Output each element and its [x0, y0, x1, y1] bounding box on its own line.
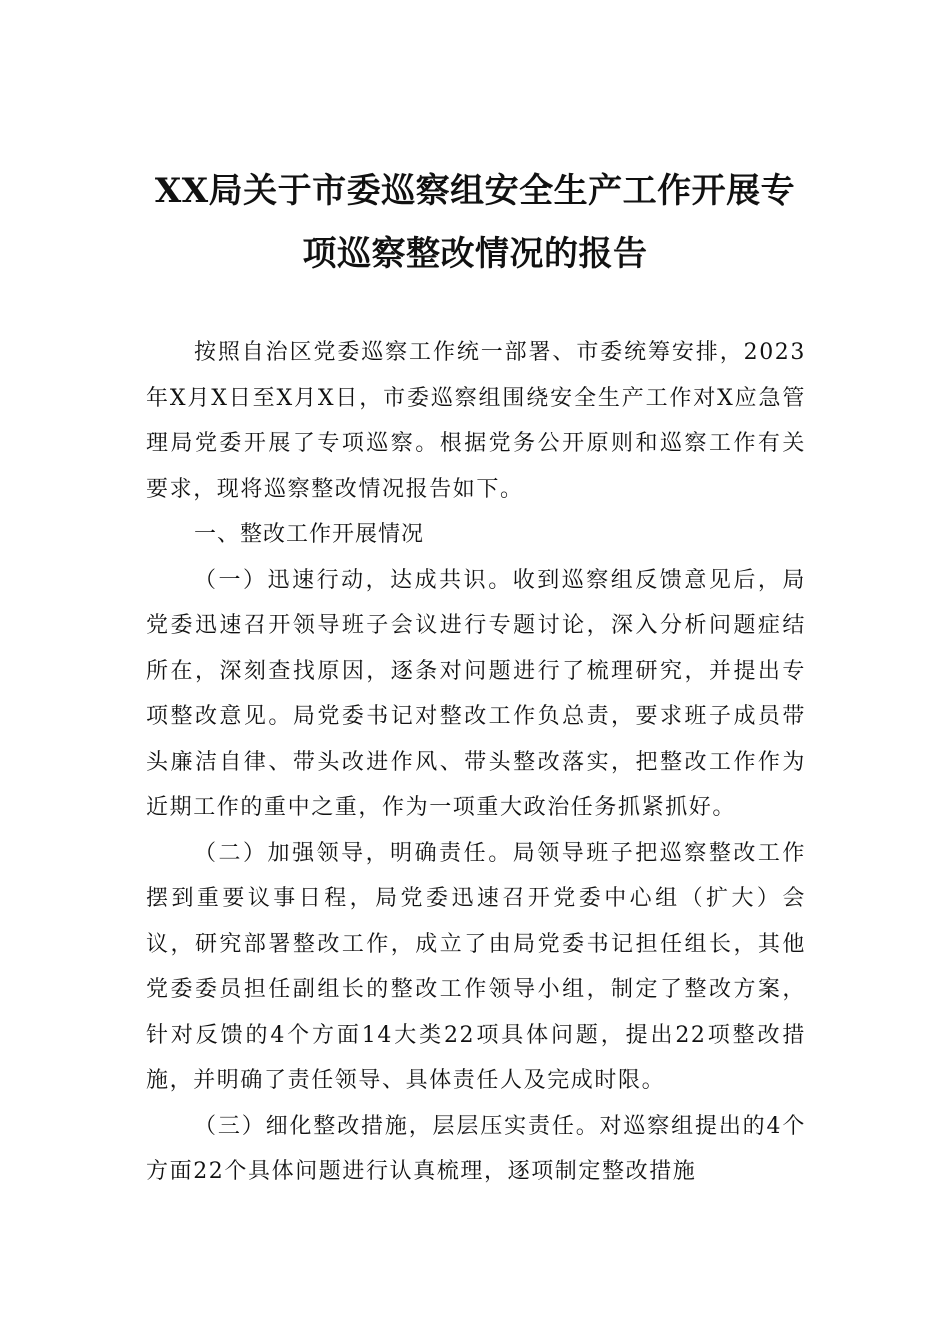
document-body — [146, 330, 806, 1195]
intro-paragraph: 按照自治区党委巡察工作统一部署、市委统筹安排，2023年X月X日至X月X日，市委巡察组围绕安全生产工作对X应急管理局党委开展了专项巡察。根据党务公开原则和巡察工作有关要求，现将巡察整改情况报告如下。 — [146, 340, 806, 502]
paragraph-2: （二）加强领导，明确责任。局领导班子把巡察整改工作摆到重要议事日程，局党委迅速召开党委中心组（扩大）会议，研究部署整改工作，成立了由局党委书记担任组长，其他党委委员担任副组长的整改工作领导小组，制定了整改方案，针对反馈的4个方面14大类22项具体问题，提出22项整改措施，并明确了责任领导、具体责任人及完成时限。 — [146, 840, 806, 1093]
document-title — [130, 160, 820, 286]
paragraph-3: （三）细化整改措施，层层压实责任。对巡察组提出的4个方面22个具体问题进行认真梳理，逐项制定整改措施 — [146, 1113, 806, 1184]
title-line-2: 项巡察整改情况的报告 — [302, 234, 648, 274]
paragraph-1: （一）迅速行动，达成共识。收到巡察组反馈意见后，局党委迅速召开领导班子会议进行专题讨论，深入分析问题症结所在，深刻查找原因，逐条对问题进行了梳理研究，并提出专项整改意见。局党委书记对整改工作负总责，要求班子成员带头廉洁自律、带头改进作风、带头整改落实，把整改工作作为近期工作的重中之重，作为一项重大政治任务抓紧抓好。 — [146, 567, 806, 820]
title-line-1: XX局关于市委巡察组安全生产工作开展专 — [154, 171, 796, 211]
section-heading: 一、整改工作开展情况 — [194, 522, 425, 547]
